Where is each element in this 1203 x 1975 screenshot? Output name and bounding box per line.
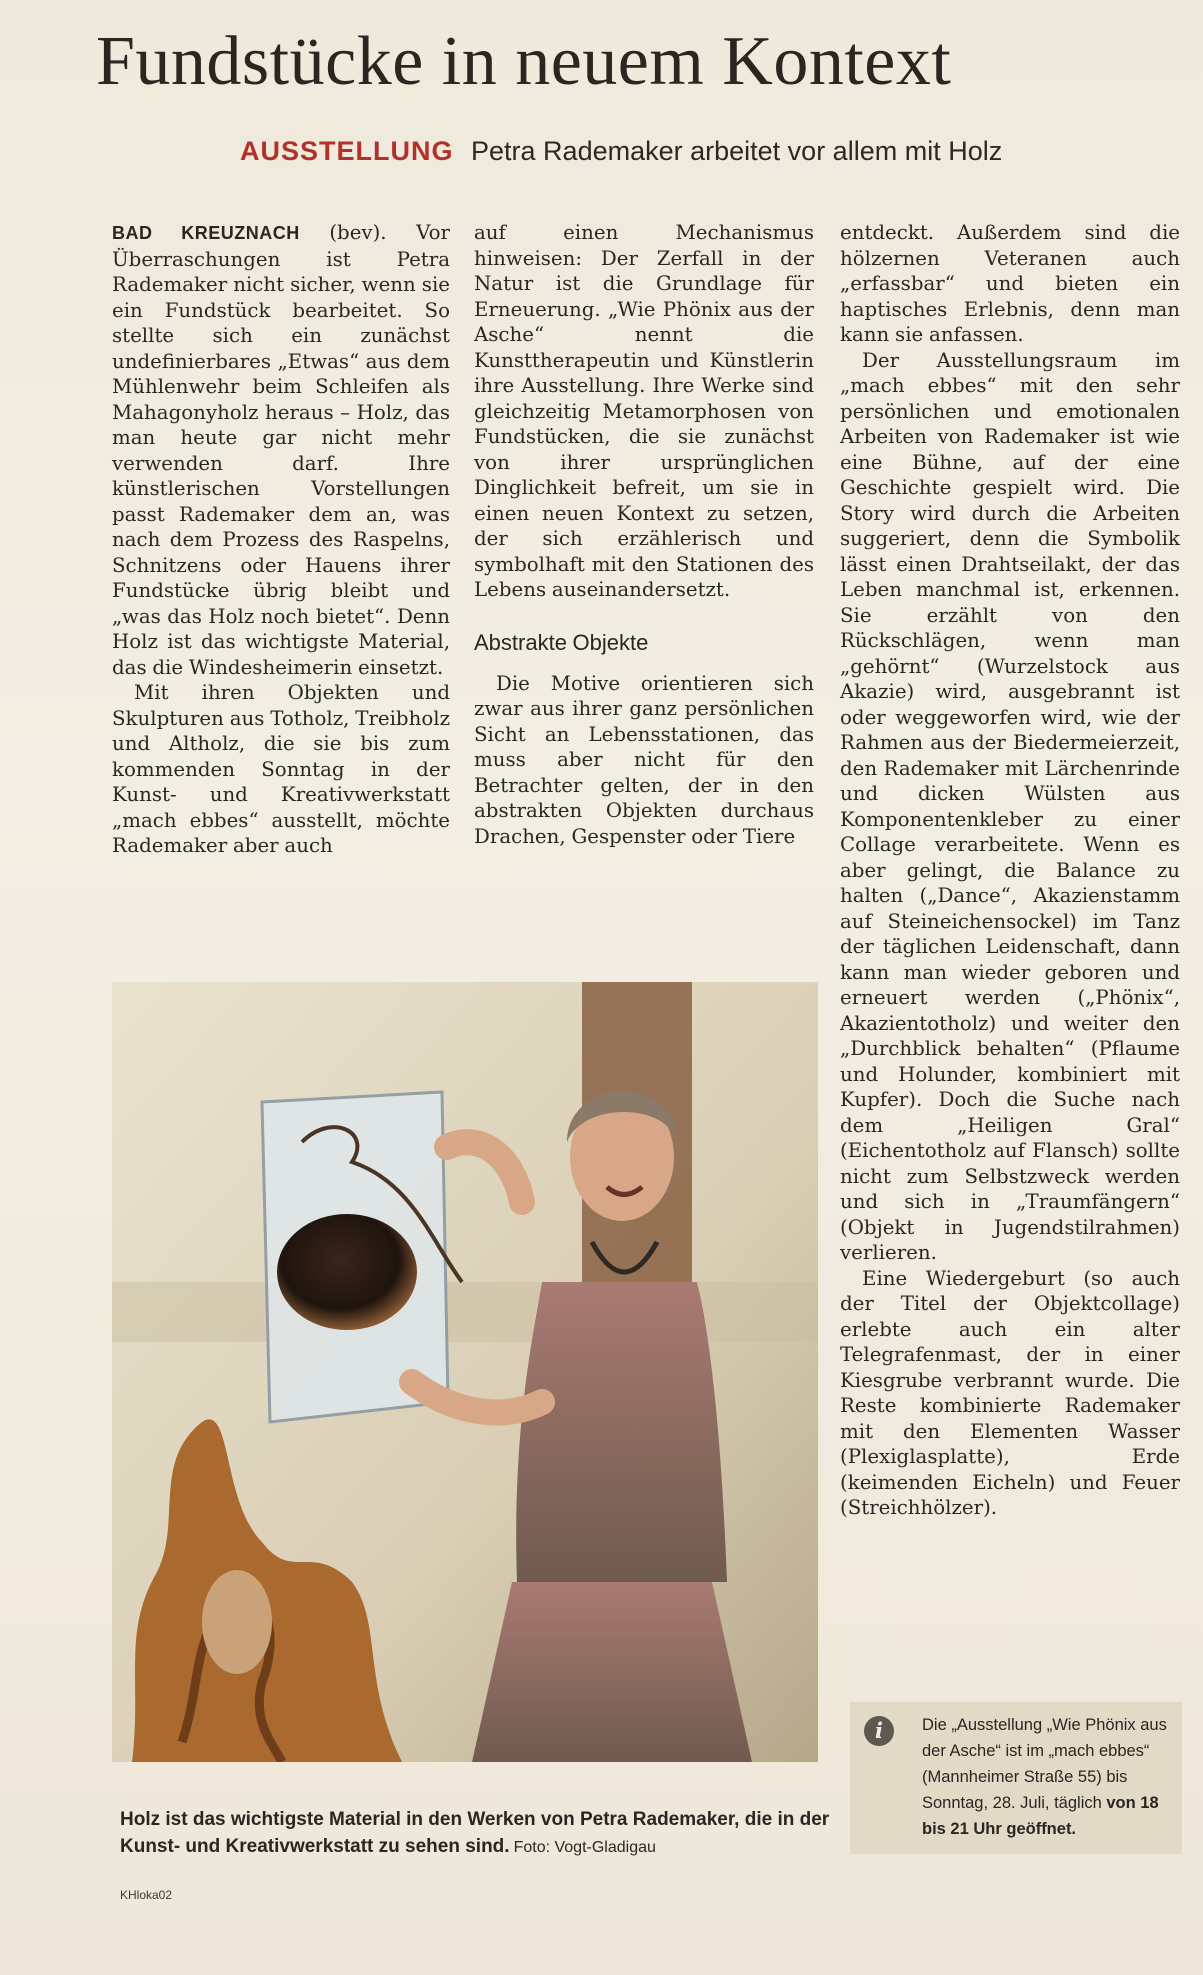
subheadline (240, 134, 1100, 168)
burl-wood (277, 1214, 417, 1330)
edition-code: KHloka02 (120, 1888, 173, 1902)
subhead: Petra Rademaker arbeitet vor allem mit Holz (471, 136, 1003, 166)
info-box (850, 1702, 1182, 1854)
info-body: Die „Ausstellung „Wie Phönix aus der Asche“ ist im „mach ebbes“ (Mannheimer Straße 55) bis Sonntag, 28. Juli, täglich (922, 1716, 1167, 1812)
dress-upper (516, 1282, 727, 1582)
info-icon: i (864, 1716, 894, 1746)
article-photo (112, 982, 818, 1762)
photo-illustration (112, 982, 818, 1762)
column-2 (474, 220, 814, 849)
opening-hours: von 18 bis 21 Uhr geöffnet. (922, 1794, 1159, 1838)
shelf-shadow (112, 1282, 818, 1342)
column-1 (112, 220, 450, 859)
dress-lower (472, 1582, 752, 1762)
paragraph: Der Ausstellungsraum im „mach ebbes“ mit den sehr persönlichen und emotionalen Arbeiten von Rademaker ist wie eine Bühne, auf der eine Geschichte gespielt wird. Die Story wird durch die Arbeiten suggeriert, denn die Symbolik lässt einen Drahtseilakt, der das Leben manchmal ist, erkennen. Sie erzählt von den Rückschlägen, wenn man „gehörnt“ (Wurzelstock aus Akazie) wird, ausgebrannt ist oder weggeworfen wird, wie der Rahmen aus der Biedermeierzeit, den Rademaker mit Lärchenrinde und dicken Wülsten aus Komponentenkleber zu einer Collage verarbeitete. Wenn es aber gelingt, die Balance zu halten („Dance“, Akazienstamm auf Steineichensockel) im Tanz der täglichen Leidenschaft, dann kann man wieder geboren und erneuert werden („Phönix“, Akazientotholz) und weiter den „Durchblick behalten“ (Pflaume und Holunder, kombiniert mit Kupfer). Doch die Suche nach dem „Heiligen Gral“ (Eichentotholz auf Flansch) sollte nicht zum Selbstzweck werden und sich in „Traumfängern“ (Objekt in Jugendstilrahmen) verlieren. (840, 348, 1180, 1264)
caption-text: Holz ist das wichtigste Material in den Werken von Petra Rademaker, die in der Kunst- und Kreativwerkstatt zu sehen sind. (120, 1809, 830, 1857)
column-3 (840, 220, 1180, 1521)
photo-caption (120, 1806, 840, 1861)
paragraph-text: (bev). Vor Überraschungen ist Petra Rademaker nicht sicher, wenn sie ein Fundstück bearbeitet. So stellte sich ein zunächst undefinierbares „Etwas“ aus dem Mühlenwehr beim Schleifen als Mahagonyholz heraus – Holz, das man heute gar nicht mehr verwenden darf. Ihre künstlerischen Vorstellungen passt Rademaker dem an, was nach dem Prozess des Raspelns, Schnitzens oder Hauens ihrer Fundstücke übrig bleibt und „was das Holz noch bietet“. Denn Holz ist das wichtigste Material, das die Windesheimerin einsetzt. (112, 221, 450, 679)
paragraph: auf einen Mechanismus hinweisen: Der Zerfall in der Natur ist die Grundlage für Erneuerung. „Wie Phönix aus der Asche“ nennt die Kunsttherapeutin und Künstlerin ihre Ausstellung. Ihre Werke sind gleichzeitig Metamorphosen von Fundstücken, die sie zunächst von ihrer ursprünglichen Dinglichkeit befreit, um sie in einen neuen Kontext zu setzen, der sich erzählerisch und symbolhaft mit den Stationen des Lebens auseinandersetzt. (474, 221, 814, 601)
driftwood-hollow (202, 1570, 272, 1674)
paragraph: Die Motive orientieren sich zwar aus ihrer ganz persönlichen Sicht an Lebensstationen, das muss aber nicht für den Betrachter gelten, der in den abstrakten Objekten durchaus Drachen, Gespenster oder Tiere (474, 671, 814, 848)
photo-credit: Foto: Vogt-Gladigau (513, 1839, 656, 1856)
paragraph (112, 220, 450, 680)
dateline: BAD KREUZNACH (112, 223, 300, 243)
section-heading: Abstrakte Objekte (474, 629, 649, 655)
info-text (922, 1712, 1174, 1842)
headline: Fundstücke in neuem Kontext (96, 23, 952, 100)
paragraph: entdeckt. Außerdem sind die hölzernen Veteranen auch „erfassbar“ und bieten ein haptisches Erlebnis, denn man kann sie anfassen. (840, 221, 1180, 346)
paragraph: Mit ihren Objekten und Skulpturen aus Totholz, Treibholz und Altholz, die sie bis zum kommenden Sonntag in der Kunst- und Kreativwerkstatt „mach ebbes“ ausstellt, möchte Rademaker aber auch (112, 681, 450, 857)
kicker: AUSSTELLUNG (240, 136, 454, 166)
paragraph: Eine Wiedergeburt (so auch der Titel der Objektcollage) erlebte auch ein alter Telegrafenmast, der in einer Kiesgrube verbrannt wurde. Die Reste kombinierte Rademaker mit den Elementen Wasser (Plexiglasplatte), Erde (keimenden Eicheln) und Feuer (Streichhölzer). (840, 1266, 1180, 1519)
